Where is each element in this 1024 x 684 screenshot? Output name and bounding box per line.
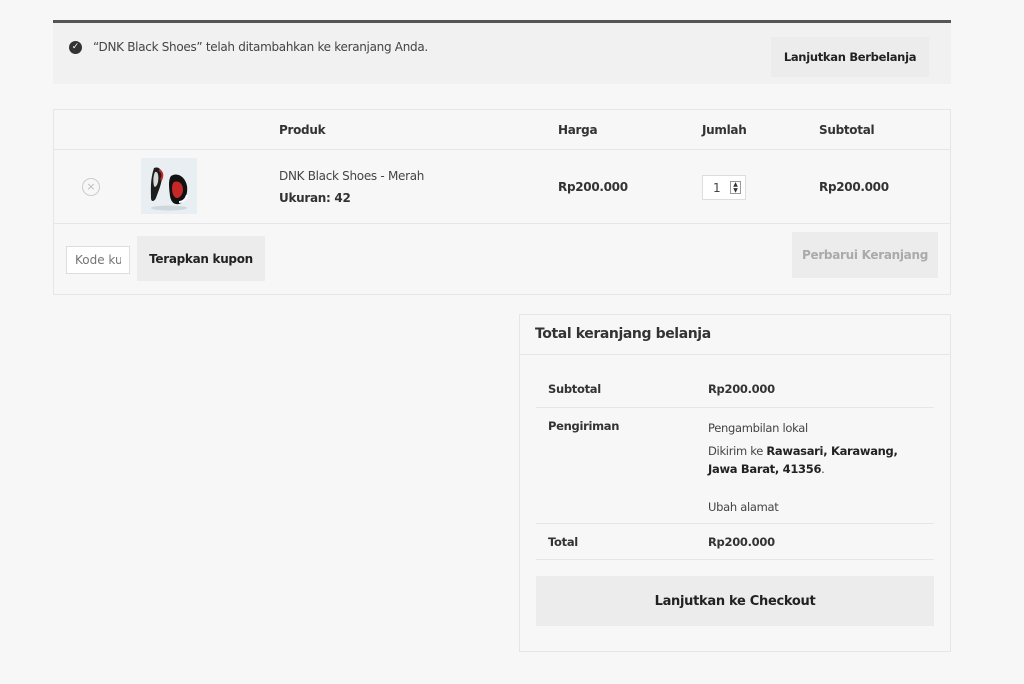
- cart-notice: [53, 20, 951, 84]
- notice-message: “DNK Black Shoes” telah ditambahkan ke keranjang Anda.: [93, 40, 428, 54]
- product-name-link[interactable]: DNK Black Shoes - Merah: [279, 169, 425, 183]
- subtotal-value: Rp200.000: [708, 382, 775, 396]
- shipping-row: [536, 408, 934, 524]
- product-price: Rp200.000: [558, 180, 628, 194]
- table-row: [54, 150, 950, 224]
- cart-totals: [519, 314, 951, 652]
- shipped-to-address: Rawasari, Karawang, Jawa Barat, 41356: [708, 444, 898, 476]
- product-size: [279, 191, 351, 205]
- cart-table: [53, 109, 951, 295]
- continue-shopping-button[interactable]: Lanjutkan Berbelanja: [771, 37, 929, 77]
- product-subtotal: Rp200.000: [819, 180, 889, 194]
- subtotal-label: Subtotal: [548, 382, 601, 396]
- update-cart-button[interactable]: Perbarui Keranjang: [792, 232, 938, 278]
- shipping-label: Pengiriman: [548, 419, 620, 433]
- header-subtotal: Subtotal: [819, 123, 875, 137]
- spinner-arrows-icon[interactable]: ▲ ▼: [730, 181, 741, 194]
- checkout-button[interactable]: Lanjutkan ke Checkout: [536, 576, 934, 626]
- shipping-destination: Dikirim ke Rawasari, Karawang, Jawa Barat, 41356.: [708, 444, 898, 476]
- shoe-image: [141, 158, 197, 214]
- remove-item-button[interactable]: ×: [82, 178, 100, 196]
- cart-totals-title: Total keranjang belanja: [520, 315, 950, 355]
- subtotal-row: [536, 371, 934, 408]
- product-thumbnail[interactable]: [141, 158, 197, 214]
- product-size-label: Ukuran:: [279, 191, 331, 205]
- check-circle-icon: ✓: [69, 41, 82, 54]
- shipping-method: Pengambilan lokal: [708, 421, 808, 435]
- header-price: Harga: [558, 123, 598, 137]
- product-size-value: 42: [334, 191, 351, 205]
- cart-actions: [54, 224, 950, 296]
- apply-coupon-button[interactable]: Terapkan kupon: [137, 236, 265, 281]
- quantity-stepper[interactable]: [702, 175, 746, 200]
- total-row: [536, 524, 934, 560]
- quantity-value: 1: [713, 181, 721, 195]
- shipped-to-prefix: Dikirim ke: [708, 444, 764, 458]
- total-label: Total: [548, 535, 578, 549]
- header-product: Produk: [279, 123, 326, 137]
- header-quantity: Jumlah: [702, 123, 747, 137]
- coupon-code-input[interactable]: [66, 246, 130, 274]
- change-address-link[interactable]: Ubah alamat: [708, 500, 779, 514]
- cart-table-header: [54, 110, 950, 150]
- total-value: Rp200.000: [708, 535, 775, 549]
